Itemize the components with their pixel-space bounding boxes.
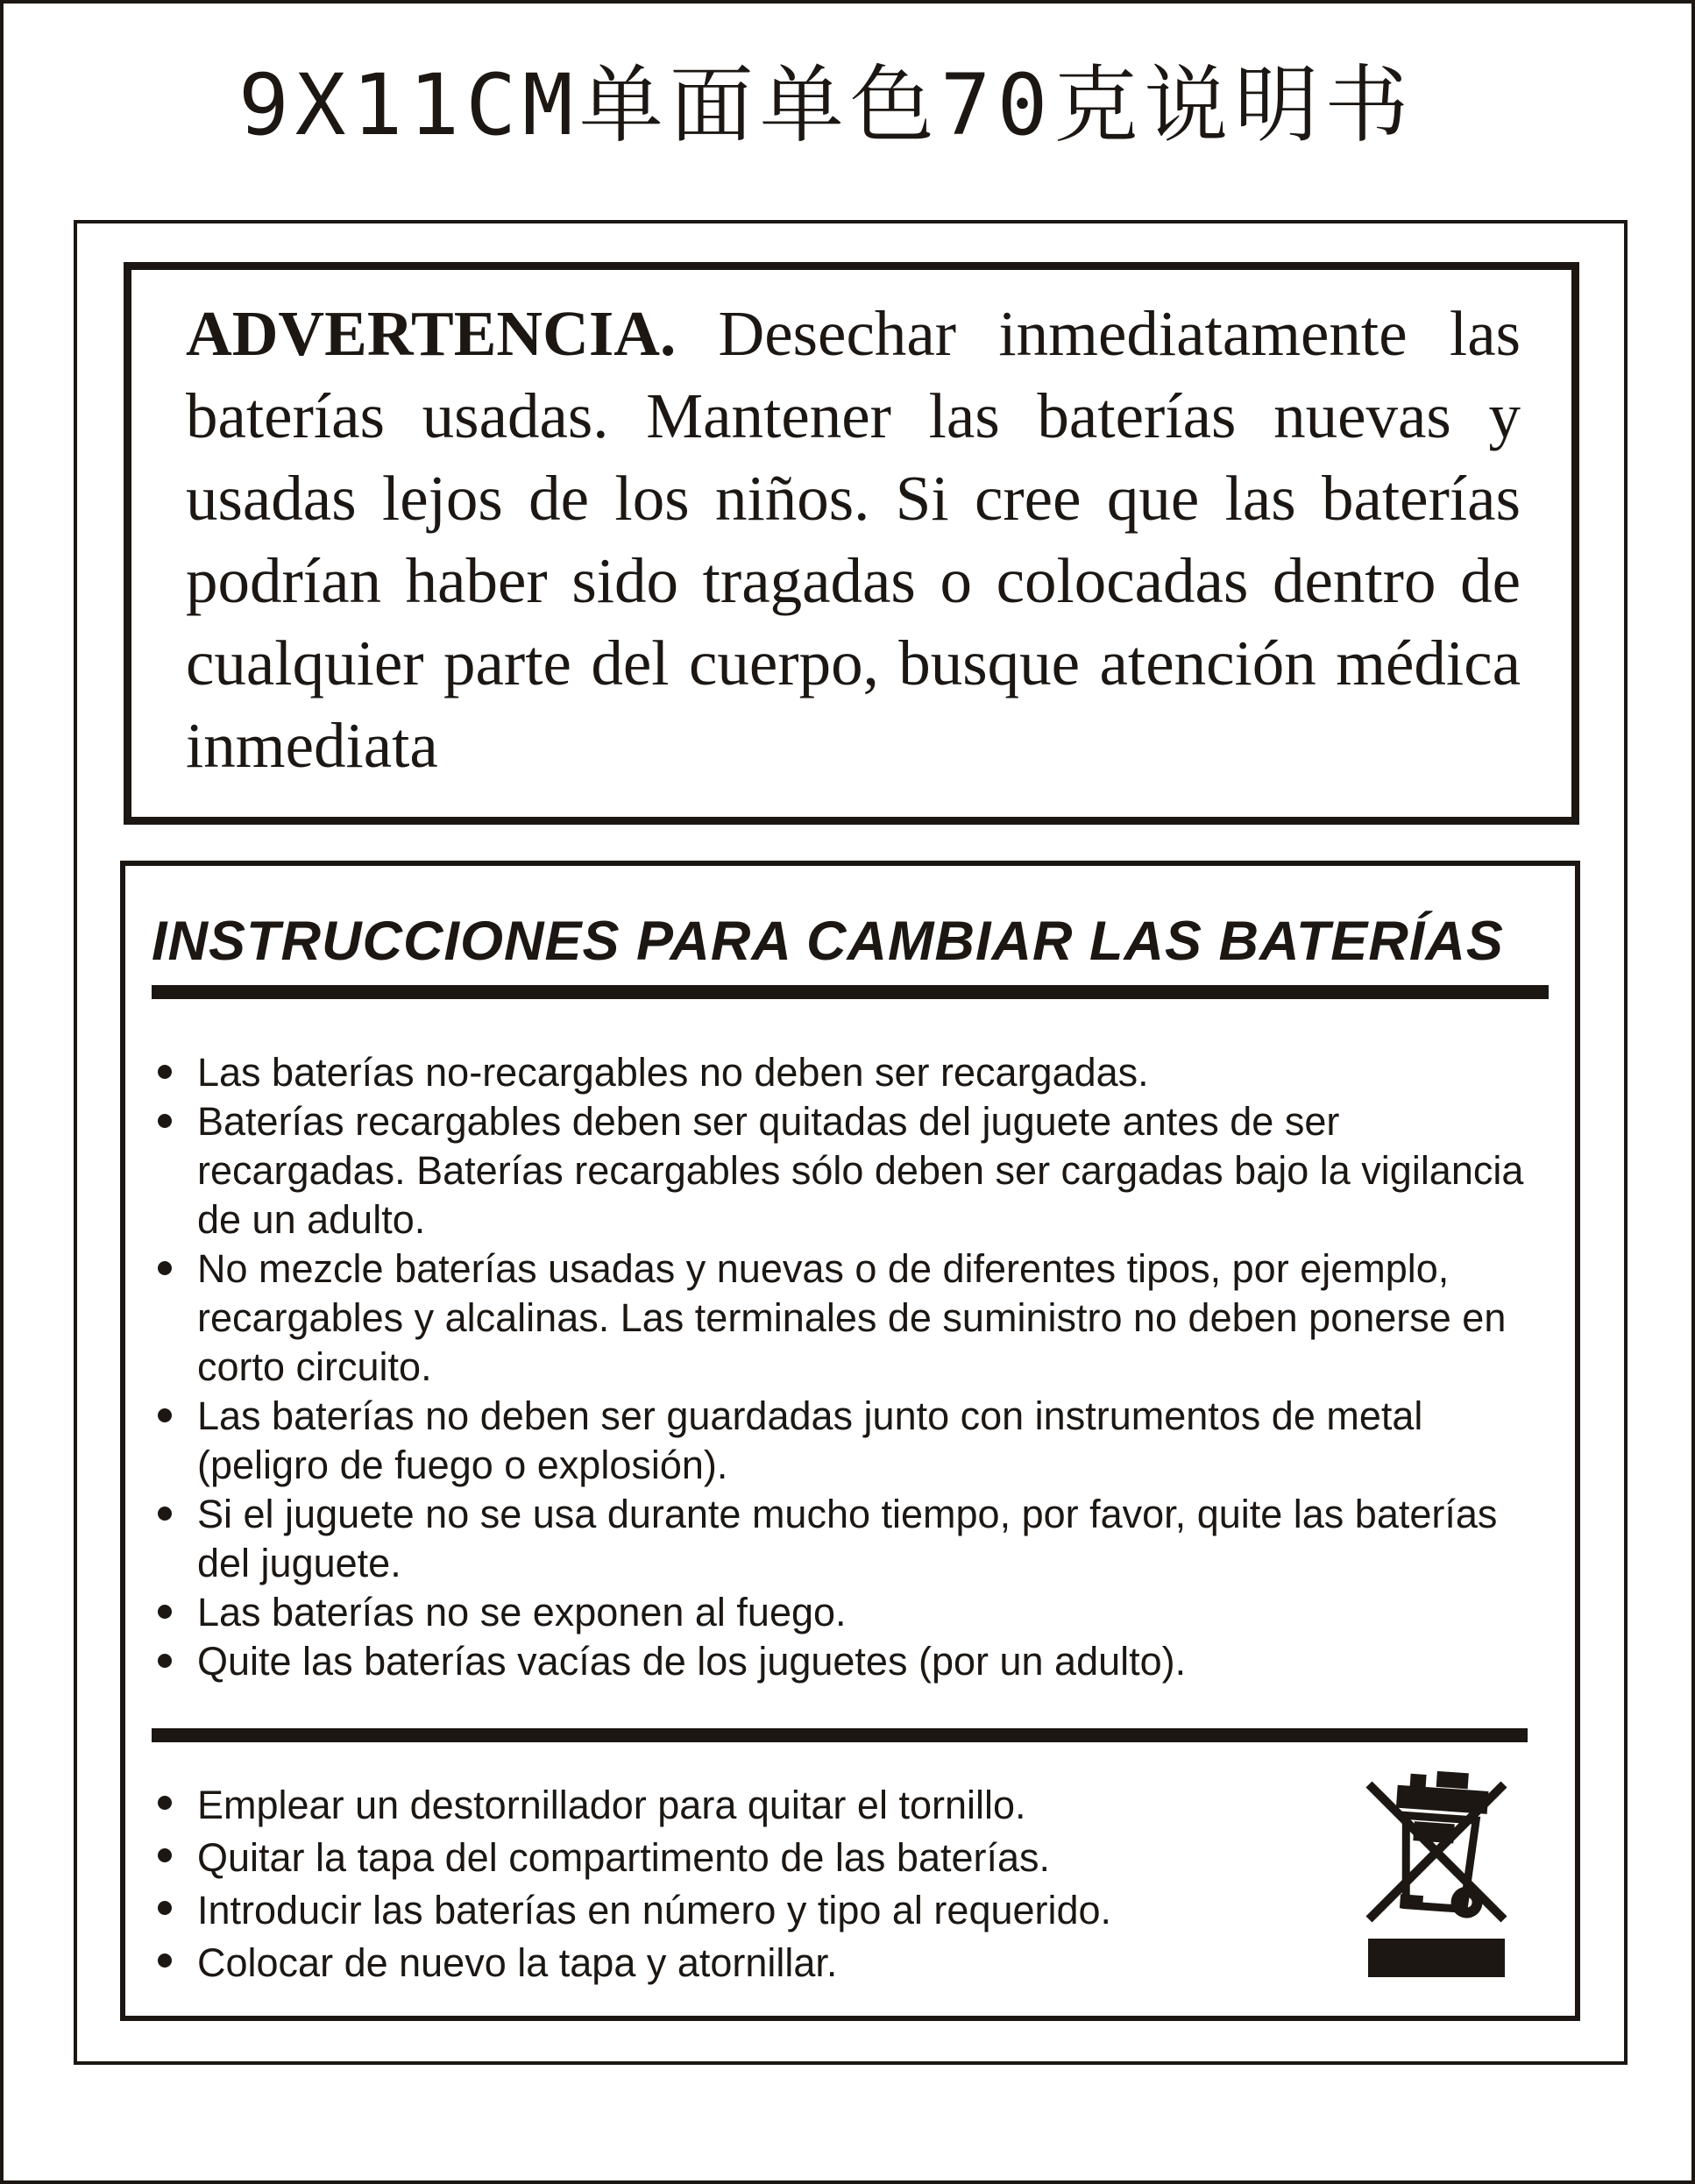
list-item: Quitar la tapa del compartimento de las baterías. xyxy=(152,1832,1326,1884)
crossed-out-bin-icon xyxy=(1362,1758,1511,1977)
instructions-box xyxy=(120,861,1580,2021)
list-item: Baterías recargables deben ser quitadas del juguete antes de ser recargadas. Baterías recargables sólo deben ser cargadas bajo la vigilancia de un adulto. xyxy=(152,1097,1542,1244)
list-item: Colocar de nuevo la tapa y atornillar. xyxy=(152,1937,1326,1989)
warning-box xyxy=(124,262,1579,825)
outer-frame xyxy=(74,220,1628,2065)
list-item: Quite las baterías vacías de los juguetes (por un adulto). xyxy=(152,1637,1542,1686)
battery-rules-list xyxy=(152,1048,1542,1686)
list-item: Las baterías no deben ser guardadas junto con instrumentos de metal (peligro de fuego o explosión). xyxy=(152,1392,1542,1490)
instructions-heading: INSTRUCCIONES PARA CAMBIAR LAS BATERÍAS xyxy=(152,911,1504,972)
weee-bar xyxy=(1368,1939,1505,1977)
warning-text: Desechar inmediatamente las baterías usadas. Mantener las baterías nuevas y usadas lejos de los niños. Si cree que las baterías podrían haber sido tragadas o colocadas dentro de cualquier parte del cuerpo, busque atención médica inmediata xyxy=(186,298,1521,781)
list-item: Las baterías no se exponen al fuego. xyxy=(152,1588,1542,1637)
list-item: Las baterías no-recargables no deben ser recargadas. xyxy=(152,1048,1542,1097)
heading-rule xyxy=(152,985,1549,999)
replacement-steps-list xyxy=(152,1779,1326,1989)
list-item: Emplear un destornillador para quitar el tornillo. xyxy=(152,1779,1326,1832)
list-item: No mezcle baterías usadas y nuevas o de diferentes tipos, por ejemplo, recargables y alcalinas. Las terminales de suministro no deben ponerse en corto circuito. xyxy=(152,1244,1542,1392)
warning-heading: ADVERTENCIA. xyxy=(186,298,677,369)
page-title: 9X11CM单面单色70克说明书 xyxy=(238,56,1415,154)
list-item: Si el juguete no se usa durante mucho tiempo, por favor, quite las baterías del juguete. xyxy=(152,1490,1542,1588)
list-item: Introducir las baterías en número y tipo al requerido. xyxy=(152,1884,1326,1937)
section-divider xyxy=(152,1728,1528,1742)
